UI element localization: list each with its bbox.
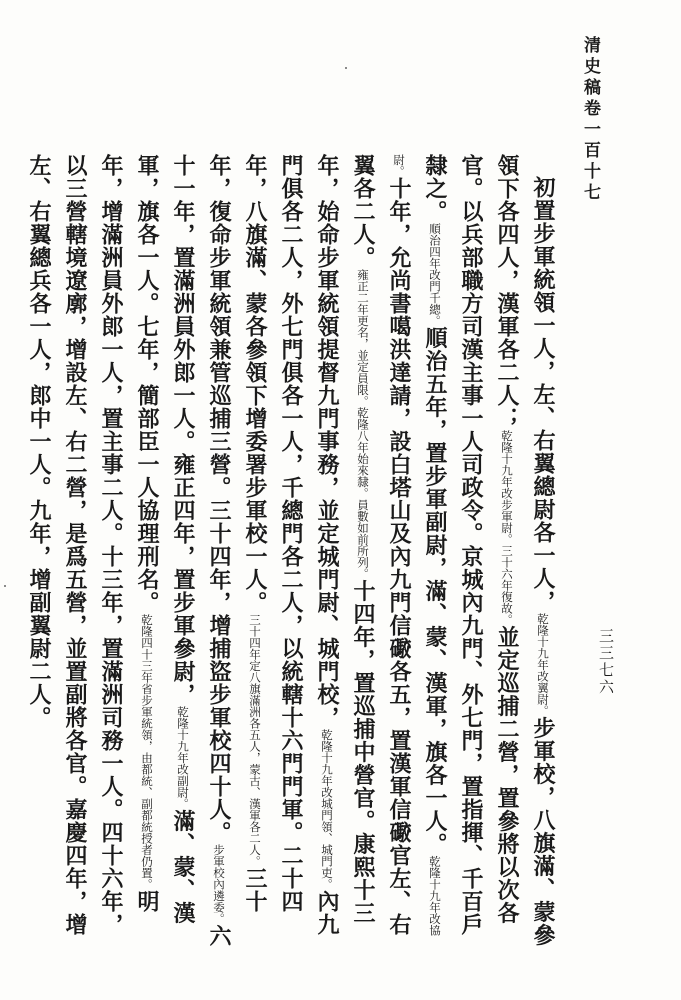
scan-speck (345, 67, 347, 69)
main-text (21, 154, 561, 954)
body-text-run: 三十年，復命步軍統領兼管巡捕三營。三十四年，增捕盜步軍校四十人。 (206, 154, 268, 913)
body-text-run: 順治五年，置步軍副尉，滿、蒙、漢軍，旗各一人。 (422, 326, 448, 856)
body-text-run: 滿、蒙、漢軍，旗各一人。七年，簡部臣一人協理刑名。 (134, 154, 196, 925)
body-text-run: 十年，允尚書噶洪達請，設白塔山及內九門信礮各五，置漢軍信礮官左、右翼各二人。 (350, 154, 412, 936)
annotation-note: 順治四年改門千總。 (428, 223, 442, 327)
annotation-note: 雍正二年更名，並定員限。乾隆八年始來隸。員數如前所列。 (356, 269, 370, 580)
body-text-run: 內九門俱各二人，外七門俱各一人，千總門各二人，以統轄十六門門軍。二十四年，八旗滿、蒙各參領下增委署步軍校一人。 (242, 154, 340, 936)
body-text-run: 六十一年，置滿洲員外郎一人。雍正四年，置步軍參尉， (170, 154, 232, 948)
annotation-note: 乾隆十九年改協尉。 (392, 154, 442, 936)
body-text-run: 十四年，置巡捕中營官。康熙十三年，始命步軍統領提督九門事務，並定城門尉、城門校， (314, 154, 376, 925)
annotation-note: 乾隆十九年改城門領、城門吏。 (320, 729, 334, 890)
body-text-run: 明年，增滿洲員外郎一人，置主事二人。十三年，置滿洲司務一人。四十六年，以三營轄境遼廓，增設左、右二營，是爲五營，並置副將各官。嘉慶四年，增左、右翼總兵各一人，郎中一人。九年，增副翼尉二人。 (26, 154, 160, 936)
page-number: 三三七六 (597, 628, 615, 696)
body-text-run: 初置步軍統領一人，左、右翼總尉各一人， (530, 176, 556, 613)
book-title: 清史稿卷一百十七 (580, 36, 600, 204)
annotation-note: 乾隆十九年改步軍尉。三十六年復故。 (500, 430, 514, 626)
paragraph (21, 154, 561, 954)
annotation-note: 三十四年定八旗滿洲各五人，蒙古、漢軍各二人。 (248, 614, 262, 867)
annotation-note: 乾隆十九年改翼尉。 (536, 613, 550, 717)
body-text-run: 並定巡捕二營，置參將以次各官。以兵部職方司漢主事一人司政令。京城內九門、外七門，置指揮、千百戶隸之。 (422, 154, 520, 936)
annotation-note: 步軍校內遴委。 (212, 844, 226, 925)
scan-speck (4, 585, 6, 587)
annotation-note: 乾隆四十三年省步軍統領，由都統、副都統授者仍置。 (140, 614, 154, 890)
body-text-run: 步軍校，八旗滿、蒙參領下各四人，漢軍各二人； (494, 154, 556, 947)
annotation-note: 乾隆十九年改副尉。 (176, 706, 190, 810)
